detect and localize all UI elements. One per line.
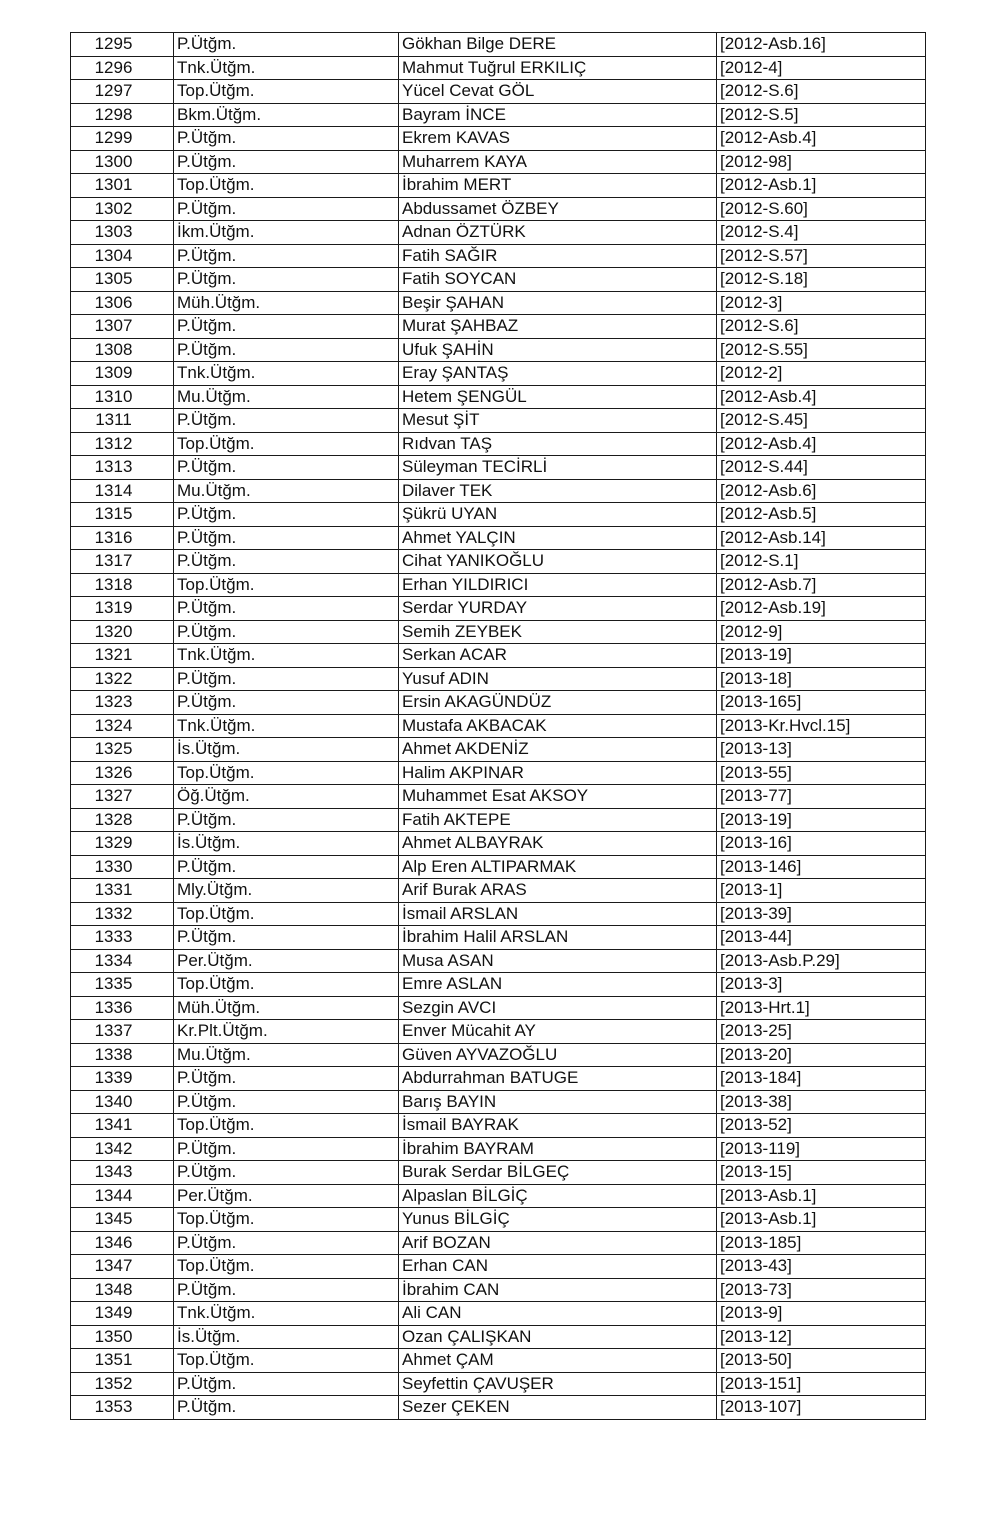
rank-cell: P.Ütğm. — [174, 1396, 399, 1420]
full-name-cell: Arif BOZAN — [399, 1231, 717, 1255]
row-number-cell: 1344 — [71, 1184, 174, 1208]
row-number-cell: 1302 — [71, 197, 174, 221]
rank-cell: İkm.Ütğm. — [174, 221, 399, 245]
rank-cell: Top.Ütğm. — [174, 573, 399, 597]
table-row — [71, 1020, 926, 1044]
full-name-cell: Enver Mücahit AY — [399, 1020, 717, 1044]
rank-cell: Tnk.Ütğm. — [174, 56, 399, 80]
row-number-cell: 1295 — [71, 33, 174, 57]
table-row — [71, 926, 926, 950]
full-name-cell: Ozan ÇALIŞKAN — [399, 1325, 717, 1349]
table-row — [71, 996, 926, 1020]
row-number-cell: 1328 — [71, 808, 174, 832]
full-name-cell: Ekrem KAVAS — [399, 127, 717, 151]
reference-code-cell: [2013-9] — [717, 1302, 926, 1326]
full-name-cell: Arif Burak ARAS — [399, 879, 717, 903]
rank-cell: P.Ütğm. — [174, 197, 399, 221]
reference-code-cell: [2012-S.55] — [717, 338, 926, 362]
full-name-cell: Fatih AKTEPE — [399, 808, 717, 832]
table-row — [71, 385, 926, 409]
reference-code-cell: [2012-Asb.7] — [717, 573, 926, 597]
full-name-cell: Alpaslan BİLGİÇ — [399, 1184, 717, 1208]
full-name-cell: Fatih SAĞIR — [399, 244, 717, 268]
full-name-cell: Ahmet ALBAYRAK — [399, 832, 717, 856]
row-number-cell: 1346 — [71, 1231, 174, 1255]
row-number-cell: 1316 — [71, 526, 174, 550]
reference-code-cell: [2012-4] — [717, 56, 926, 80]
full-name-cell: Ali CAN — [399, 1302, 717, 1326]
full-name-cell: Alp Eren ALTIPARMAK — [399, 855, 717, 879]
full-name-cell: Adnan ÖZTÜRK — [399, 221, 717, 245]
row-number-cell: 1323 — [71, 691, 174, 715]
table-row — [71, 1372, 926, 1396]
table-row — [71, 291, 926, 315]
rank-cell: P.Ütğm. — [174, 244, 399, 268]
rank-cell: P.Ütğm. — [174, 691, 399, 715]
row-number-cell: 1332 — [71, 902, 174, 926]
reference-code-cell: [2013-73] — [717, 1278, 926, 1302]
full-name-cell: Abdurrahman BATUGE — [399, 1067, 717, 1091]
row-number-cell: 1324 — [71, 714, 174, 738]
table-row — [71, 1161, 926, 1185]
rank-cell: Tnk.Ütğm. — [174, 714, 399, 738]
full-name-cell: Yücel Cevat GÖL — [399, 80, 717, 104]
reference-code-cell: [2013-43] — [717, 1255, 926, 1279]
table-row — [71, 902, 926, 926]
reference-code-cell: [2013-38] — [717, 1090, 926, 1114]
rank-cell: P.Ütğm. — [174, 1137, 399, 1161]
row-number-cell: 1296 — [71, 56, 174, 80]
personnel-table — [70, 32, 926, 1420]
reference-code-cell: [2013-20] — [717, 1043, 926, 1067]
table-row — [71, 1349, 926, 1373]
reference-code-cell: [2012-Asb.4] — [717, 127, 926, 151]
table-row — [71, 56, 926, 80]
reference-code-cell: [2012-S.44] — [717, 456, 926, 480]
reference-code-cell: [2013-184] — [717, 1067, 926, 1091]
reference-code-cell: [2012-S.57] — [717, 244, 926, 268]
row-number-cell: 1308 — [71, 338, 174, 362]
reference-code-cell: [2012-S.18] — [717, 268, 926, 292]
rank-cell: P.Ütğm. — [174, 597, 399, 621]
row-number-cell: 1331 — [71, 879, 174, 903]
reference-code-cell: [2013-18] — [717, 667, 926, 691]
reference-code-cell: [2013-44] — [717, 926, 926, 950]
rank-cell: P.Ütğm. — [174, 667, 399, 691]
table-row — [71, 1208, 926, 1232]
table-row — [71, 1302, 926, 1326]
table-row — [71, 785, 926, 809]
full-name-cell: Muhammet Esat AKSOY — [399, 785, 717, 809]
rank-cell: Top.Ütğm. — [174, 1208, 399, 1232]
table-row — [71, 1067, 926, 1091]
rank-cell: P.Ütğm. — [174, 1278, 399, 1302]
rank-cell: İs.Ütğm. — [174, 738, 399, 762]
full-name-cell: Abdussamet ÖZBEY — [399, 197, 717, 221]
rank-cell: P.Ütğm. — [174, 1161, 399, 1185]
row-number-cell: 1342 — [71, 1137, 174, 1161]
row-number-cell: 1333 — [71, 926, 174, 950]
rank-cell: P.Ütğm. — [174, 409, 399, 433]
row-number-cell: 1329 — [71, 832, 174, 856]
row-number-cell: 1339 — [71, 1067, 174, 1091]
row-number-cell: 1341 — [71, 1114, 174, 1138]
table-row — [71, 1090, 926, 1114]
row-number-cell: 1298 — [71, 103, 174, 127]
full-name-cell: Musa ASAN — [399, 949, 717, 973]
reference-code-cell: [2012-Asb.4] — [717, 385, 926, 409]
rank-cell: Per.Ütğm. — [174, 1184, 399, 1208]
rank-cell: P.Ütğm. — [174, 1067, 399, 1091]
table-row — [71, 855, 926, 879]
row-number-cell: 1353 — [71, 1396, 174, 1420]
row-number-cell: 1352 — [71, 1372, 174, 1396]
reference-code-cell: [2013-39] — [717, 902, 926, 926]
full-name-cell: Beşir ŞAHAN — [399, 291, 717, 315]
table-row — [71, 479, 926, 503]
full-name-cell: Halim AKPINAR — [399, 761, 717, 785]
table-row — [71, 550, 926, 574]
full-name-cell: Yusuf ADIN — [399, 667, 717, 691]
reference-code-cell: [2013-185] — [717, 1231, 926, 1255]
full-name-cell: Rıdvan TAŞ — [399, 432, 717, 456]
row-number-cell: 1300 — [71, 150, 174, 174]
full-name-cell: Ahmet YALÇIN — [399, 526, 717, 550]
rank-cell: P.Ütğm. — [174, 315, 399, 339]
reference-code-cell: [2013-151] — [717, 1372, 926, 1396]
table-row — [71, 808, 926, 832]
table-row — [71, 1184, 926, 1208]
full-name-cell: Fatih SOYCAN — [399, 268, 717, 292]
row-number-cell: 1314 — [71, 479, 174, 503]
reference-code-cell: [2013-13] — [717, 738, 926, 762]
reference-code-cell: [2012-Asb.19] — [717, 597, 926, 621]
row-number-cell: 1319 — [71, 597, 174, 621]
row-number-cell: 1312 — [71, 432, 174, 456]
full-name-cell: Muharrem KAYA — [399, 150, 717, 174]
rank-cell: P.Ütğm. — [174, 855, 399, 879]
full-name-cell: İsmail BAYRAK — [399, 1114, 717, 1138]
reference-code-cell: [2012-Asb.16] — [717, 33, 926, 57]
table-row — [71, 667, 926, 691]
rank-cell: P.Ütğm. — [174, 526, 399, 550]
full-name-cell: Bayram İNCE — [399, 103, 717, 127]
row-number-cell: 1307 — [71, 315, 174, 339]
row-number-cell: 1313 — [71, 456, 174, 480]
reference-code-cell: [2013-146] — [717, 855, 926, 879]
row-number-cell: 1326 — [71, 761, 174, 785]
full-name-cell: Serkan ACAR — [399, 644, 717, 668]
reference-code-cell: [2012-Asb.5] — [717, 503, 926, 527]
rank-cell: P.Ütğm. — [174, 808, 399, 832]
full-name-cell: Semih ZEYBEK — [399, 620, 717, 644]
reference-code-cell: [2012-Asb.14] — [717, 526, 926, 550]
table-row — [71, 268, 926, 292]
full-name-cell: Cihat YANIKOĞLU — [399, 550, 717, 574]
full-name-cell: Eray ŞANTAŞ — [399, 362, 717, 386]
rank-cell: Top.Ütğm. — [174, 1114, 399, 1138]
row-number-cell: 1334 — [71, 949, 174, 973]
table-row — [71, 691, 926, 715]
row-number-cell: 1336 — [71, 996, 174, 1020]
table-row — [71, 832, 926, 856]
reference-code-cell: [2012-S.1] — [717, 550, 926, 574]
row-number-cell: 1340 — [71, 1090, 174, 1114]
full-name-cell: Murat ŞAHBAZ — [399, 315, 717, 339]
row-number-cell: 1351 — [71, 1349, 174, 1373]
table-body — [71, 33, 926, 1420]
full-name-cell: Seyfettin ÇAVUŞER — [399, 1372, 717, 1396]
reference-code-cell: [2013-Asb.1] — [717, 1184, 926, 1208]
full-name-cell: Hetem ŞENGÜL — [399, 385, 717, 409]
row-number-cell: 1321 — [71, 644, 174, 668]
full-name-cell: İbrahim MERT — [399, 174, 717, 198]
reference-code-cell: [2013-50] — [717, 1349, 926, 1373]
reference-code-cell: [2012-S.45] — [717, 409, 926, 433]
full-name-cell: Serdar YURDAY — [399, 597, 717, 621]
rank-cell: Mu.Ütğm. — [174, 479, 399, 503]
rank-cell: P.Ütğm. — [174, 456, 399, 480]
reference-code-cell: [2013-Kr.Hvcl.15] — [717, 714, 926, 738]
rank-cell: Top.Ütğm. — [174, 432, 399, 456]
rank-cell: Öğ.Ütğm. — [174, 785, 399, 809]
table-row — [71, 1114, 926, 1138]
reference-code-cell: [2012-Asb.6] — [717, 479, 926, 503]
rank-cell: P.Ütğm. — [174, 150, 399, 174]
table-row — [71, 315, 926, 339]
row-number-cell: 1345 — [71, 1208, 174, 1232]
table-row — [71, 103, 926, 127]
rank-cell: P.Ütğm. — [174, 550, 399, 574]
row-number-cell: 1301 — [71, 174, 174, 198]
row-number-cell: 1317 — [71, 550, 174, 574]
table-row — [71, 197, 926, 221]
row-number-cell: 1325 — [71, 738, 174, 762]
full-name-cell: Sezgin AVCI — [399, 996, 717, 1020]
table-row — [71, 174, 926, 198]
rank-cell: P.Ütğm. — [174, 1090, 399, 1114]
row-number-cell: 1318 — [71, 573, 174, 597]
rank-cell: P.Ütğm. — [174, 33, 399, 57]
reference-code-cell: [2012-S.6] — [717, 315, 926, 339]
row-number-cell: 1349 — [71, 1302, 174, 1326]
table-row — [71, 644, 926, 668]
row-number-cell: 1305 — [71, 268, 174, 292]
rank-cell: Kr.Plt.Ütğm. — [174, 1020, 399, 1044]
full-name-cell: Süleyman TECİRLİ — [399, 456, 717, 480]
table-row — [71, 244, 926, 268]
rank-cell: Per.Ütğm. — [174, 949, 399, 973]
row-number-cell: 1348 — [71, 1278, 174, 1302]
row-number-cell: 1330 — [71, 855, 174, 879]
row-number-cell: 1309 — [71, 362, 174, 386]
full-name-cell: Mustafa AKBACAK — [399, 714, 717, 738]
table-row — [71, 1278, 926, 1302]
reference-code-cell: [2013-77] — [717, 785, 926, 809]
reference-code-cell: [2013-Asb.P.29] — [717, 949, 926, 973]
row-number-cell: 1327 — [71, 785, 174, 809]
table-row — [71, 1255, 926, 1279]
full-name-cell: Güven AYVAZOĞLU — [399, 1043, 717, 1067]
full-name-cell: Yunus BİLGİÇ — [399, 1208, 717, 1232]
row-number-cell: 1310 — [71, 385, 174, 409]
reference-code-cell: [2012-3] — [717, 291, 926, 315]
row-number-cell: 1343 — [71, 1161, 174, 1185]
table-row — [71, 503, 926, 527]
full-name-cell: Ahmet AKDENİZ — [399, 738, 717, 762]
full-name-cell: Dilaver TEK — [399, 479, 717, 503]
reference-code-cell: [2013-165] — [717, 691, 926, 715]
full-name-cell: İbrahim BAYRAM — [399, 1137, 717, 1161]
reference-code-cell: [2013-107] — [717, 1396, 926, 1420]
rank-cell: P.Ütğm. — [174, 503, 399, 527]
row-number-cell: 1335 — [71, 973, 174, 997]
row-number-cell: 1311 — [71, 409, 174, 433]
table-row — [71, 1325, 926, 1349]
rank-cell: Müh.Ütğm. — [174, 996, 399, 1020]
rank-cell: Tnk.Ütğm. — [174, 1302, 399, 1326]
full-name-cell: İsmail ARSLAN — [399, 902, 717, 926]
row-number-cell: 1299 — [71, 127, 174, 151]
rank-cell: Top.Ütğm. — [174, 174, 399, 198]
full-name-cell: Ersin AKAGÜNDÜZ — [399, 691, 717, 715]
reference-code-cell: [2012-S.5] — [717, 103, 926, 127]
table-row — [71, 761, 926, 785]
rank-cell: Top.Ütğm. — [174, 902, 399, 926]
full-name-cell: Mesut ŞİT — [399, 409, 717, 433]
row-number-cell: 1297 — [71, 80, 174, 104]
reference-code-cell: [2013-52] — [717, 1114, 926, 1138]
rank-cell: Bkm.Ütğm. — [174, 103, 399, 127]
reference-code-cell: [2012-Asb.4] — [717, 432, 926, 456]
rank-cell: P.Ütğm. — [174, 926, 399, 950]
table-row — [71, 409, 926, 433]
full-name-cell: Gökhan Bilge DERE — [399, 33, 717, 57]
table-row — [71, 33, 926, 57]
table-row — [71, 620, 926, 644]
rank-cell: P.Ütğm. — [174, 127, 399, 151]
rank-cell: Mly.Ütğm. — [174, 879, 399, 903]
rank-cell: Top.Ütğm. — [174, 1255, 399, 1279]
rank-cell: Top.Ütğm. — [174, 761, 399, 785]
table-row — [71, 1043, 926, 1067]
rank-cell: Tnk.Ütğm. — [174, 644, 399, 668]
table-row — [71, 973, 926, 997]
reference-code-cell: [2012-98] — [717, 150, 926, 174]
table-row — [71, 456, 926, 480]
table-row — [71, 526, 926, 550]
table-row — [71, 150, 926, 174]
row-number-cell: 1322 — [71, 667, 174, 691]
reference-code-cell: [2012-9] — [717, 620, 926, 644]
full-name-cell: Erhan CAN — [399, 1255, 717, 1279]
table-row — [71, 949, 926, 973]
table-row — [71, 573, 926, 597]
table-row — [71, 879, 926, 903]
reference-code-cell: [2013-19] — [717, 808, 926, 832]
reference-code-cell: [2012-Asb.1] — [717, 174, 926, 198]
table-row — [71, 80, 926, 104]
table-row — [71, 1137, 926, 1161]
rank-cell: Top.Ütğm. — [174, 1349, 399, 1373]
reference-code-cell: [2013-16] — [717, 832, 926, 856]
reference-code-cell: [2013-1] — [717, 879, 926, 903]
table-row — [71, 1231, 926, 1255]
table-row — [71, 362, 926, 386]
row-number-cell: 1320 — [71, 620, 174, 644]
full-name-cell: İbrahim Halil ARSLAN — [399, 926, 717, 950]
full-name-cell: Sezer ÇEKEN — [399, 1396, 717, 1420]
reference-code-cell: [2013-12] — [717, 1325, 926, 1349]
row-number-cell: 1347 — [71, 1255, 174, 1279]
table-row — [71, 714, 926, 738]
row-number-cell: 1338 — [71, 1043, 174, 1067]
full-name-cell: Ufuk ŞAHİN — [399, 338, 717, 362]
table-row — [71, 432, 926, 456]
full-name-cell: Ahmet ÇAM — [399, 1349, 717, 1373]
row-number-cell: 1304 — [71, 244, 174, 268]
rank-cell: İs.Ütğm. — [174, 832, 399, 856]
row-number-cell: 1303 — [71, 221, 174, 245]
rank-cell: P.Ütğm. — [174, 338, 399, 362]
table-row — [71, 127, 926, 151]
rank-cell: Müh.Ütğm. — [174, 291, 399, 315]
full-name-cell: Emre ASLAN — [399, 973, 717, 997]
rank-cell: Mu.Ütğm. — [174, 385, 399, 409]
rank-cell: Top.Ütğm. — [174, 80, 399, 104]
row-number-cell: 1306 — [71, 291, 174, 315]
full-name-cell: İbrahim CAN — [399, 1278, 717, 1302]
reference-code-cell: [2013-Hrt.1] — [717, 996, 926, 1020]
rank-cell: P.Ütğm. — [174, 1372, 399, 1396]
full-name-cell: Barış BAYIN — [399, 1090, 717, 1114]
reference-code-cell: [2013-Asb.1] — [717, 1208, 926, 1232]
rank-cell: İs.Ütğm. — [174, 1325, 399, 1349]
row-number-cell: 1337 — [71, 1020, 174, 1044]
table-row — [71, 597, 926, 621]
rank-cell: P.Ütğm. — [174, 620, 399, 644]
row-number-cell: 1315 — [71, 503, 174, 527]
full-name-cell: Erhan YILDIRICI — [399, 573, 717, 597]
rank-cell: Tnk.Ütğm. — [174, 362, 399, 386]
table-row — [71, 338, 926, 362]
full-name-cell: Burak Serdar BİLGEÇ — [399, 1161, 717, 1185]
reference-code-cell: [2013-119] — [717, 1137, 926, 1161]
rank-cell: P.Ütğm. — [174, 268, 399, 292]
table-row — [71, 738, 926, 762]
reference-code-cell: [2012-S.6] — [717, 80, 926, 104]
full-name-cell: Mahmut Tuğrul ERKILIÇ — [399, 56, 717, 80]
reference-code-cell: [2013-55] — [717, 761, 926, 785]
full-name-cell: Şükrü UYAN — [399, 503, 717, 527]
row-number-cell: 1350 — [71, 1325, 174, 1349]
reference-code-cell: [2013-15] — [717, 1161, 926, 1185]
reference-code-cell: [2013-25] — [717, 1020, 926, 1044]
table-row — [71, 221, 926, 245]
reference-code-cell: [2012-2] — [717, 362, 926, 386]
rank-cell: P.Ütğm. — [174, 1231, 399, 1255]
reference-code-cell: [2012-S.4] — [717, 221, 926, 245]
rank-cell: Top.Ütğm. — [174, 973, 399, 997]
rank-cell: Mu.Ütğm. — [174, 1043, 399, 1067]
table-row — [71, 1396, 926, 1420]
reference-code-cell: [2013-3] — [717, 973, 926, 997]
reference-code-cell: [2013-19] — [717, 644, 926, 668]
reference-code-cell: [2012-S.60] — [717, 197, 926, 221]
